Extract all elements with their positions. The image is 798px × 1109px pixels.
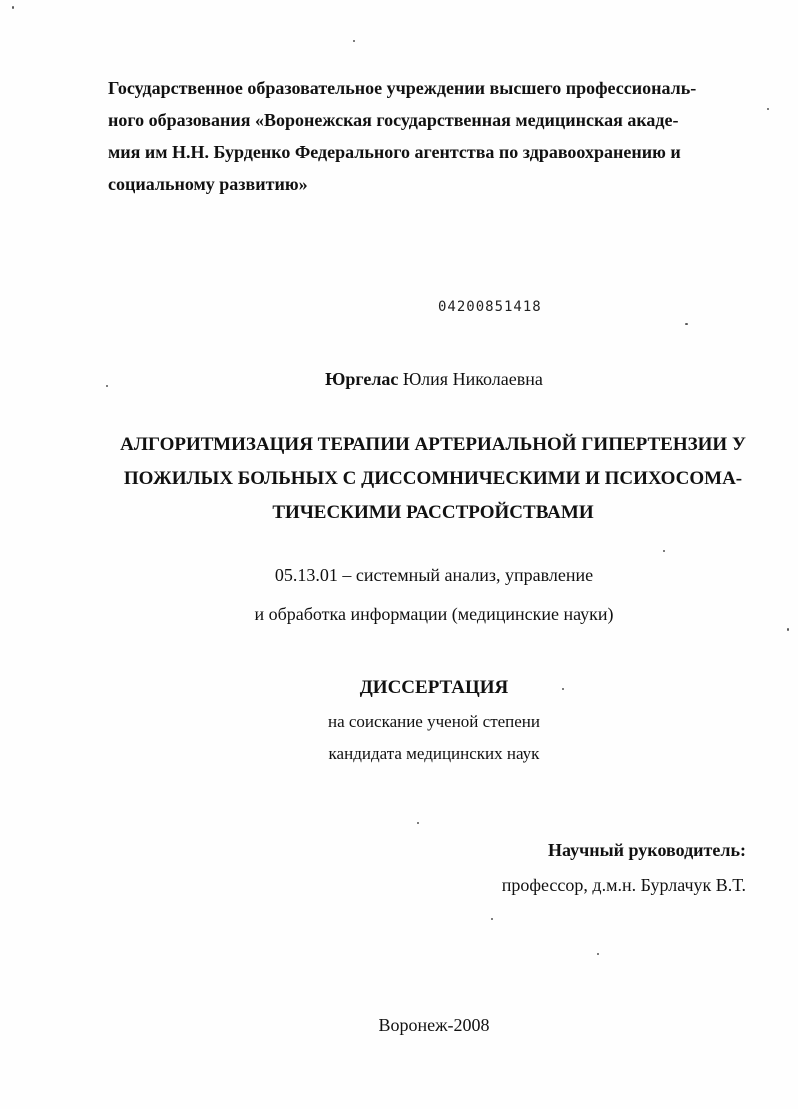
author-surname: Юргелас	[325, 369, 399, 389]
scan-speck	[597, 953, 599, 955]
institution-line-1: Государственное образовательное учреждении высшего профессиональ-	[108, 78, 697, 98]
scan-speck	[106, 385, 108, 387]
institution-line-2: ного образования «Воронежская государственная медицинская акаде-	[108, 110, 679, 130]
institution-line-3: мия им Н.Н. Бурденко Федерального агентства по здравоохранению и	[108, 142, 681, 162]
author-name	[0, 369, 798, 390]
institution-line-4: социальному развитию»	[108, 174, 308, 194]
scan-speck	[787, 628, 789, 631]
scan-speck	[417, 822, 419, 824]
scan-speck	[663, 550, 665, 552]
title-line-1: АЛГОРИТМИЗАЦИЯ ТЕРАПИИ АРТЕРИАЛЬНОЙ ГИПЕРТЕНЗИИ У	[120, 434, 746, 455]
scan-speck	[12, 6, 14, 9]
dissertation-heading: ДИССЕРТАЦИЯ	[359, 677, 509, 698]
dissertation-title	[108, 428, 758, 530]
specialty-line-2: и обработка информации (медицинские науки)	[254, 604, 614, 624]
title-line-2: ПОЖИЛЫХ БОЛЬНЫХ С ДИССОМНИЧЕСКИМИ И ПСИХОСОМА-	[123, 468, 743, 489]
scan-speck	[767, 108, 769, 110]
degree-line-2: кандидата медицинских наук	[328, 744, 540, 763]
scan-speck	[685, 323, 688, 325]
author-given-names: Юлия Николаевна	[402, 369, 543, 389]
scan-speck	[562, 688, 564, 690]
title-line-3: ТИЧЕСКИМИ РАССТРОЙСТВАМИ	[272, 502, 594, 523]
scan-speck	[491, 918, 493, 920]
specialty-line-1: 05.13.01 – системный анализ, управление	[274, 565, 594, 585]
supervisor-name: профессор, д.м.н. Бурлачук В.Т.	[501, 875, 746, 895]
degree-line-1: на соискание ученой степени	[327, 712, 541, 731]
institution-header	[108, 72, 758, 200]
city-year: Воронеж-2008	[378, 1015, 490, 1035]
scan-speck	[353, 40, 355, 42]
supervisor-label: Научный руководитель:	[548, 840, 746, 860]
document-code: 04200851418	[438, 299, 542, 315]
